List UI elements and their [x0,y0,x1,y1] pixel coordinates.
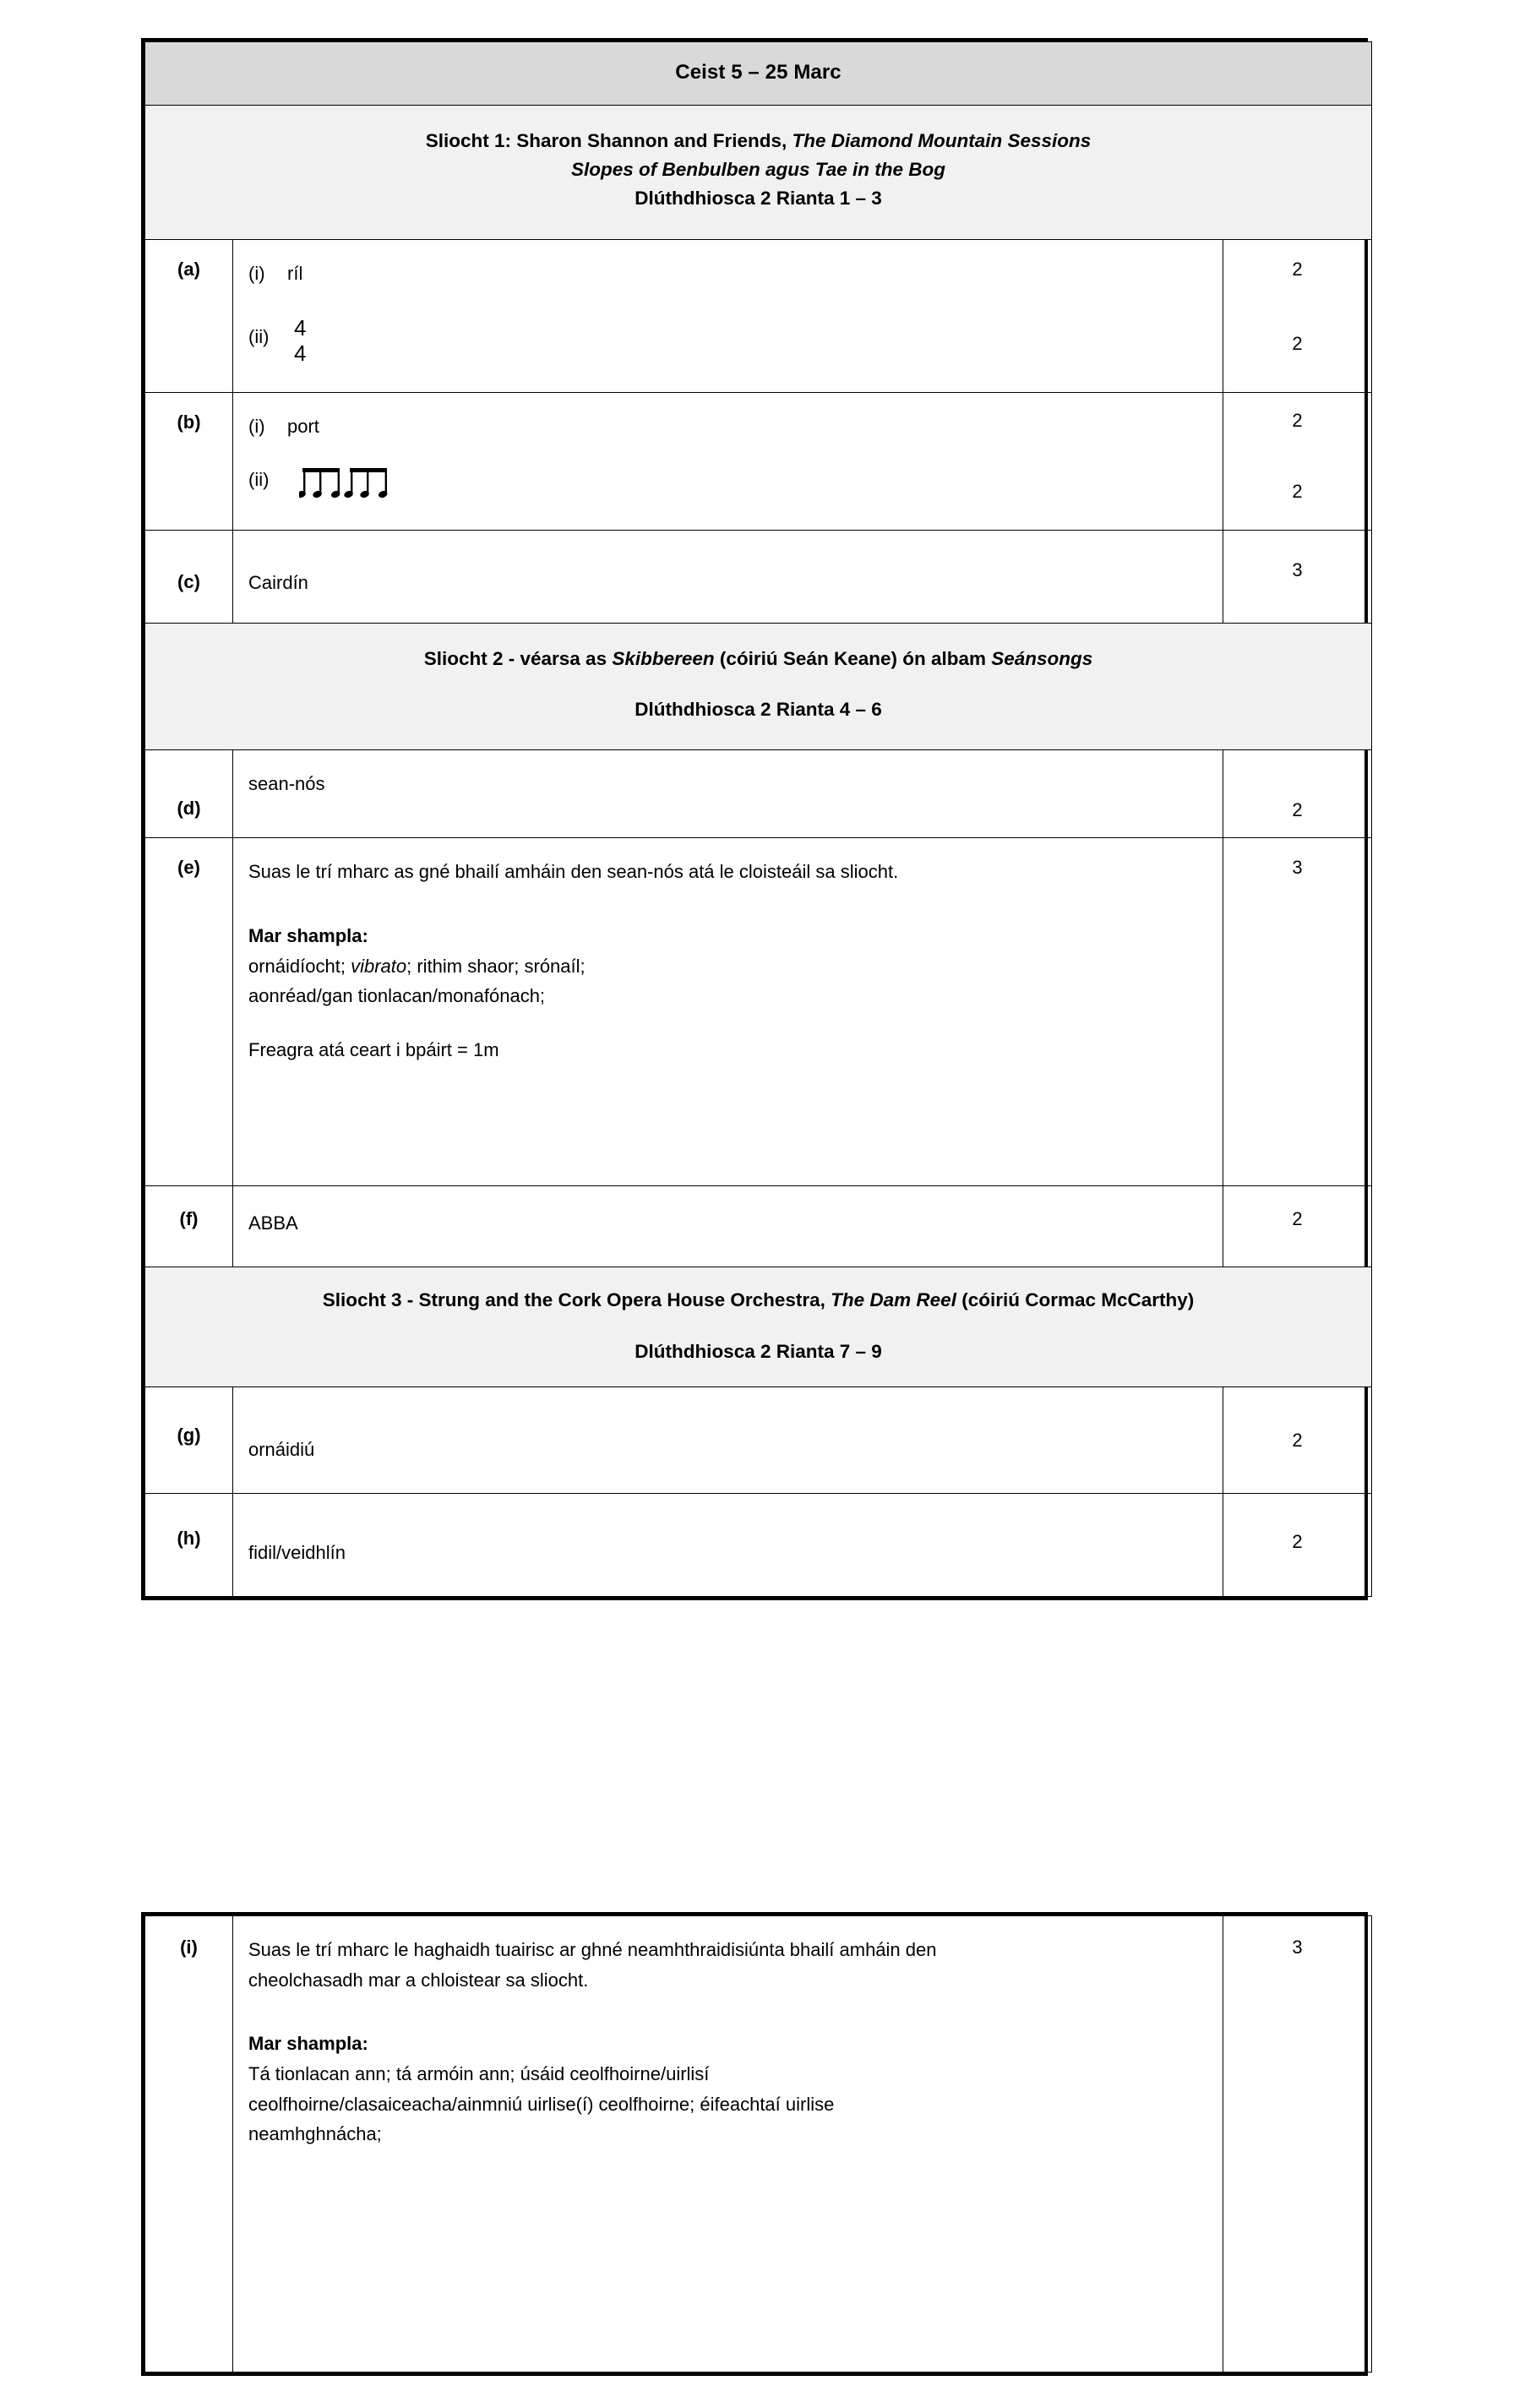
spacer [248,887,1207,921]
row-e-example-line1-part1: ornáidíocht; [248,955,351,977]
row-f-marks-wrap [1223,1186,1371,1230]
row-marks-d [1223,750,1372,838]
marking-scheme-table-top [141,38,1368,1600]
spacer [248,288,1207,322]
time-signature-denominator: 4 [294,340,307,367]
sliocht1-header [145,106,1372,240]
row-i-example-line1: Tá tionlacan ann; tá armóin ann; úsáid ceolfhoirne/uirlisí [248,2062,710,2084]
row-answer-b [233,392,1223,530]
row-i-example-heading: Mar shampla: [248,2033,368,2055]
sliocht1-line2 [179,155,1337,184]
row-g-marks-wrap [1223,1387,1371,1452]
row-answer-e [233,838,1223,1186]
row-marks-c [1223,531,1372,624]
sliocht2-song-title: Skibbereen [612,648,715,670]
row-d-marks: 2 [1292,799,1303,821]
title-row [145,42,1372,106]
row-a-sub-ii-value [287,315,1207,375]
row-answer-f: ABBA [233,1186,1223,1267]
row-marks-g [1223,1387,1372,1493]
row-e-example-line1-part2: ; rithim shaor; srónaíl; [406,955,586,977]
marking-table [144,41,1372,1597]
row-marks-e [1223,838,1372,1186]
sliocht2-line2: Dlúthdhiosca 2 Rianta 4 – 6 [635,699,882,721]
row-a-sub-ii-marks: 2 [1292,332,1303,354]
row-g-marks: 2 [1292,1429,1303,1451]
table-row-g [145,1387,1372,1493]
row-e-example-line2: aonréad/gan tionlacan/monafónach; [248,985,546,1007]
sliocht1-header-row [145,106,1372,240]
row-marks-a [1223,239,1372,392]
row-i-statement-line1: Suas le trí mharc le haghaidh tuairisc ar ghné neamhthraidisiúnta bhailí amháin den [248,1939,937,1960]
row-e-example-vibrato: vibrato [351,955,407,977]
row-b-sub-ii-value [287,465,1207,513]
sliocht1-track-titles: Slopes of Benbulben agus Tae in the Bog [571,159,945,181]
row-a-sub-i [248,259,1207,289]
row-b-sub-ii-marks: 2 [1292,480,1303,502]
row-c-marks-wrap [1223,531,1371,581]
row-e-marks: 3 [1292,857,1303,879]
row-letter-f: (f) [145,1186,233,1267]
sliocht2-line1-part2: (cóiriú Seán Keane) ón albam [714,648,992,670]
marking-table-continued [144,1915,1372,2373]
row-i-example-line3: neamhghnácha; [248,2123,382,2145]
row-answer-g: ornáidiú [233,1387,1223,1493]
row-f-marks: 2 [1292,1208,1303,1230]
row-i-marks: 3 [1292,1937,1303,1958]
row-marks-b [1223,392,1372,530]
spacer [248,1995,1207,2029]
sliocht2-header-row [145,624,1372,750]
row-i-statement-line2: cheolchasadh mar a chloistear sa sliocht. [248,1969,589,1991]
row-letter-c: (c) [145,531,233,624]
row-answer-d: sean-nós [233,750,1223,838]
row-marks-f [1223,1186,1372,1267]
row-d-marks-wrap [1223,750,1371,821]
table-row-b [145,392,1372,530]
row-i-marks-wrap [1223,1916,1371,1959]
sliocht1-line3: Dlúthdhiosca 2 Rianta 1 – 3 [635,188,882,210]
row-b-marks-stack [1223,393,1371,503]
row-letter-h: (h) [145,1493,233,1596]
row-b-sub-i-value: port [287,415,319,437]
sliocht3-line1-part1: Sliocht 3 - Strung and the Cork Opera House Orchestra, [322,1289,831,1311]
row-b-sub-i-marks: 2 [1292,409,1303,431]
row-marks-h [1223,1493,1372,1596]
table-row-a [145,239,1372,392]
row-b-sub-i [248,411,1207,442]
row-b-sub-i-tag: (i) [248,415,265,437]
sliocht2-album-title: Seánsongs [991,648,1093,670]
time-signature-4-4 [294,315,307,367]
table-row-d [145,750,1372,838]
row-a-sub-ii [248,315,1207,375]
sliocht3-line1-part2: (cóiriú Cormac McCarthy) [956,1289,1195,1311]
row-a-sub-i-value: ríl [287,262,303,284]
row-letter-d: (d) [145,750,233,838]
row-e-marks-wrap [1223,838,1371,879]
time-signature-numerator: 4 [294,315,307,341]
row-answer-c: Cairdín [233,531,1223,624]
sliocht3-line1 [161,1286,1356,1315]
sliocht3-line2: Dlúthdhiosca 2 Rianta 7 – 9 [635,1340,882,1362]
row-marks-i [1223,1916,1372,2373]
row-h-marks-wrap [1223,1494,1371,1553]
sliocht2-header [145,624,1372,750]
sliocht3-header [145,1267,1372,1387]
table-row-f [145,1186,1372,1267]
sliocht3-header-row [145,1267,1372,1387]
row-b-sub-ii-tag: (ii) [248,469,270,491]
spacer [248,441,1207,465]
row-e-example-heading: Mar shampla: [248,925,368,947]
sliocht1-album-title: The Diamond Mountain Sessions [792,130,1092,151]
row-e-statement: Suas le trí mharc as gné bhailí amháin den sean-nós atá le cloisteáil sa sliocht. [248,861,899,883]
music-notation-jig-rhythm-icon [299,465,392,513]
row-answer-a [233,239,1223,392]
row-e-example-line1 [248,951,1207,982]
row-c-marks: 3 [1292,559,1303,581]
row-a-sub-i-marks: 2 [1292,258,1303,280]
row-i-example-line2: ceolfhoirne/clasaiceacha/ainmniú uirlise(í) ceolfhoirne; éifeachtaí uirlise [248,2093,835,2115]
sliocht3-track-title: The Dam Reel [831,1289,956,1311]
sliocht1-line1 [179,127,1337,155]
row-answer-i [233,1916,1223,2373]
page-title: Ceist 5 – 25 Marc [145,42,1372,106]
row-a-sub-ii-tag: (ii) [248,326,270,348]
row-letter-a: (a) [145,239,233,392]
row-letter-i: (i) [145,1916,233,2373]
sliocht2-line1 [179,645,1337,673]
table-row-h [145,1493,1372,1596]
row-letter-e: (e) [145,838,233,1186]
table-row-e [145,838,1372,1186]
sliocht1-line1-text: Sliocht 1: Sharon Shannon and Friends, [425,130,793,151]
row-e-note: Freagra atá ceart i bpáirt = 1m [248,1038,499,1060]
row-b-sub-ii [248,465,1207,513]
sliocht2-line1-part1: Sliocht 2 - véarsa as [423,648,613,670]
row-letter-b: (b) [145,392,233,530]
table-row-i [145,1916,1372,2373]
marking-scheme-table-bottom [141,1912,1368,2376]
spacer [248,1011,1207,1035]
row-letter-g: (g) [145,1387,233,1493]
table-row-c [145,531,1372,624]
row-answer-h: fidil/veidhlín [233,1493,1223,1596]
row-a-sub-i-tag: (i) [248,262,265,284]
row-h-marks: 2 [1292,1530,1303,1552]
row-a-marks-stack [1223,240,1371,355]
